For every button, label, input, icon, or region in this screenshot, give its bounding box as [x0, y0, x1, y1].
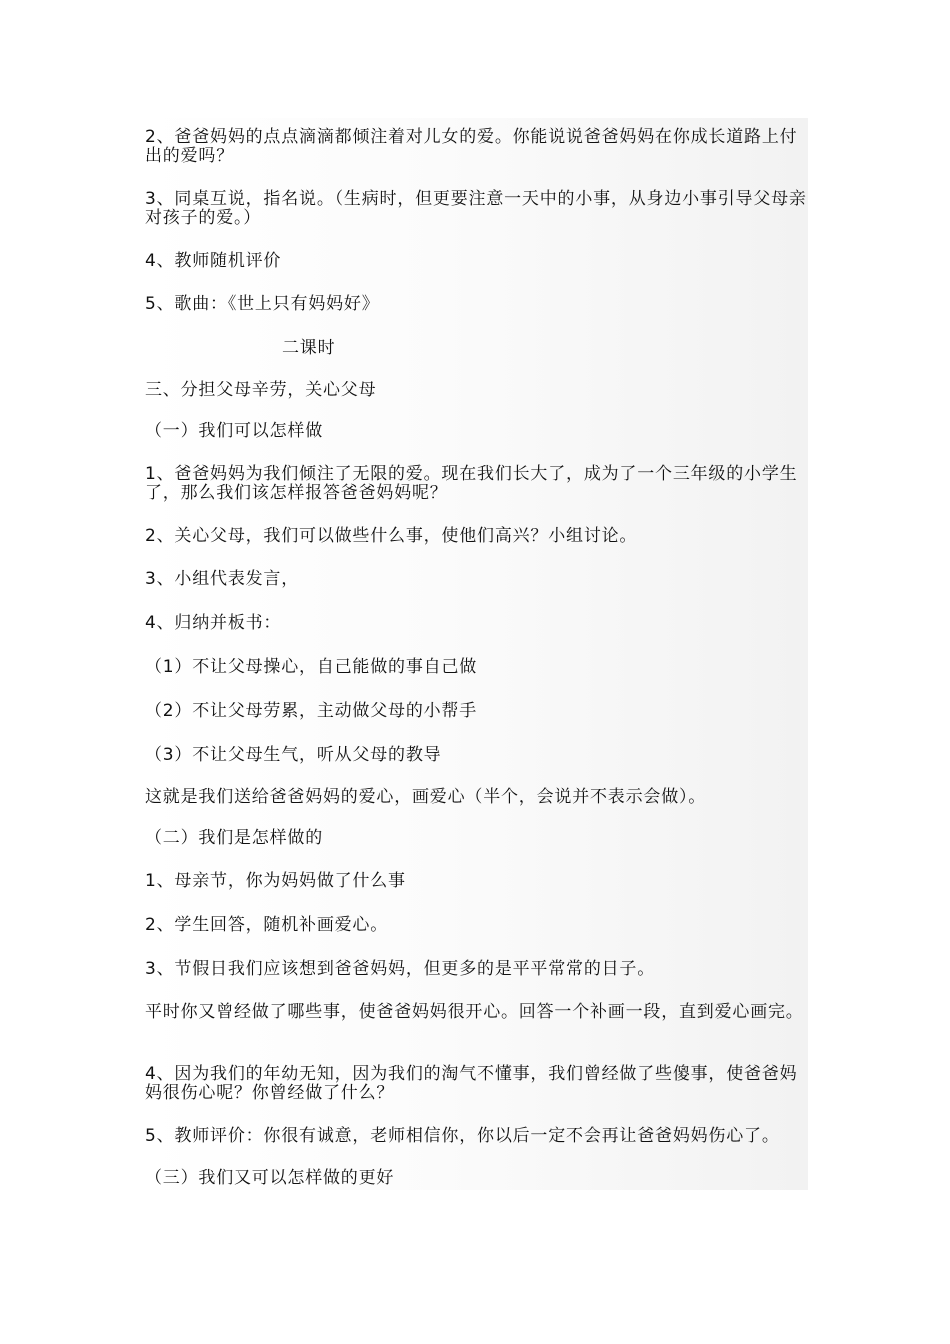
paragraph-silly-things: 4、因为我们的年幼无知，因为我们的淘气不懂事，我们曾经做了些傻事，使爸爸妈妈很伤心呢？你曾经做了什么？	[145, 1064, 798, 1103]
document-body	[145, 118, 808, 1190]
paragraph-ordinary-days: 平时你又曾经做了哪些事，使爸爸妈妈很开心。回答一个补画一段，直到爱心画完。	[145, 1002, 804, 1022]
paragraph-care-for-parents: 2、关心父母，我们可以做些什么事，使他们高兴？小组讨论。	[145, 526, 638, 546]
paragraph-draw-heart: 这就是我们送给爸爸妈妈的爱心，画爱心（半个，会说并不表示会做）。	[145, 787, 707, 807]
paragraph-teacher-comment: 5、教师评价：你很有诚意，老师相信你，你以后一定不会再让爸爸妈妈伤心了。	[145, 1126, 780, 1146]
paragraph-student-answer: 2、学生回答，随机补画爱心。	[145, 915, 389, 935]
paragraph-repay-parents: 1、爸爸妈妈为我们倾注了无限的爱。现在我们长大了，成为了一个三年级的小学生了，那么我们该怎样报答爸爸妈妈呢？	[145, 464, 798, 503]
paragraph-song: 5、歌曲：《世上只有妈妈好》	[145, 294, 380, 314]
paragraph-group-speech: 3、小组代表发言，	[145, 569, 300, 589]
lesson-heading: 二课时	[282, 338, 336, 358]
subsection-heading-do-better: （三）我们又可以怎样做的更好	[145, 1168, 395, 1188]
list-item-no-tiring: （2）不让父母劳累，主动做父母的小帮手	[145, 701, 478, 721]
paragraph-deskmate-discussion: 3、同桌互说，指名说。（生病时，但更要注意一天中的小事，从身边小事引导父母亲对孩子的爱。）	[145, 189, 807, 228]
subsection-heading-what-can-we-do: （一）我们可以怎样做	[145, 421, 323, 441]
list-item-no-anger: （3）不让父母生气，听从父母的教导	[145, 745, 442, 765]
paragraph-teacher-evaluation: 4、教师随机评价	[145, 251, 282, 271]
list-item-no-worry: （1）不让父母操心，自己能做的事自己做	[145, 657, 478, 677]
subsection-heading-how-we-did: （二）我们是怎样做的	[145, 828, 323, 848]
section-heading-share-burden: 三、分担父母辛劳，关心父母	[145, 380, 377, 400]
paragraph-summarize: 4、归纳并板书：	[145, 613, 282, 633]
paragraph-holidays: 3、节假日我们应该想到爸爸妈妈，但更多的是平平常常的日子。	[145, 959, 656, 979]
paragraph-love-from-parents: 2、爸爸妈妈的点点滴滴都倾注着对儿女的爱。你能说说爸爸妈妈在你成长道路上付出的爱吗？	[145, 127, 798, 166]
paragraph-mothers-day: 1、母亲节，你为妈妈做了什么事	[145, 871, 406, 891]
